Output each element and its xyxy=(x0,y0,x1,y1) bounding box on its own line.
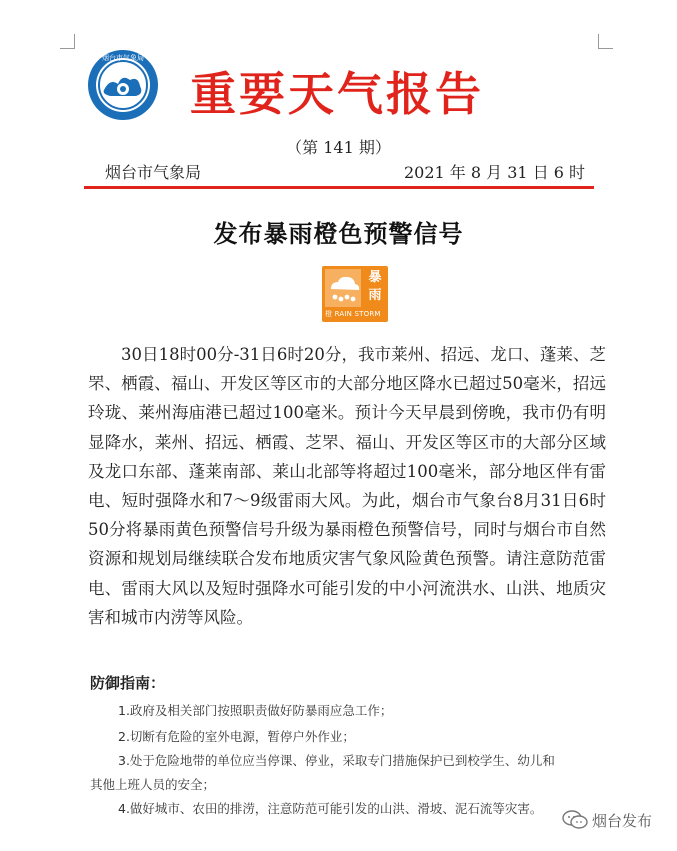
header-divider xyxy=(84,186,594,189)
cloud-rain-icon xyxy=(325,269,361,307)
watermark xyxy=(562,808,652,832)
report-title: 重要天气报告 xyxy=(190,67,484,121)
watermark-text: 烟台发布 xyxy=(592,811,653,830)
issue-date: 2021 年 8 月 31 日 6 时 xyxy=(404,163,586,182)
headline: 发布暴雨橙色预警信号 xyxy=(213,219,464,248)
page-corner-mark-right xyxy=(598,34,613,49)
defense-guide-title: 防御指南： xyxy=(90,674,166,692)
signal-char-2: 雨 xyxy=(368,288,382,303)
guide-item: 其他上班人员的安全； xyxy=(90,777,216,792)
issuing-bureau: 烟台市气象局 xyxy=(105,163,202,182)
warning-body-text: 30日18时00分-31日6时20分，我市莱州、招远、龙口、蓬莱、芝罘、栖霞、福山、开发区等区市的大部分地区降水已超过50毫米，招远玲珑、莱州海庙港已超过100毫米。预计今天早晨到傍晚，我市仍有明显降水，莱州、招远、栖霞、芝罘、福山、开发区等区市的大部分区域及龙口东部、蓬莱南部、莱山北部等将超过100毫米，部分地区伴有雷电、短时强降水和7～9级雷雨大风。为此，烟台市气象台8月31日6时50分将暴雨黄色预警信号升级为暴雨橙色预警信号，同时与烟台市自然资源和规划局继续联合发布地质灾害气象风险黄色预警。请注意防范雷电、雷雨大风以及短时强降水可能引发的中小河流洪水、山洪、地质灾害和城市内涝等风险。 xyxy=(88,345,606,627)
guide-item: 4.做好城市、农田的排涝，注意防范可能引发的山洪、滑坡、泥石流等灾害。 xyxy=(118,801,543,816)
meteorological-bureau-seal-icon xyxy=(86,48,160,122)
signal-label: 橙 RAIN STORM xyxy=(325,310,381,318)
wechat-icon xyxy=(562,810,588,830)
signal-char-1: 暴 xyxy=(368,270,382,285)
guide-item: 2.切断有危险的室外电源，暂停户外作业； xyxy=(118,729,355,744)
guide-item: 1.政府及相关部门按照职责做好防暴雨应急工作； xyxy=(118,703,393,718)
guide-item: 3.处于危险地带的单位应当停课、停业，采取专门措施保护已到校学生、幼儿和 xyxy=(118,753,555,768)
issue-number: （第 141 期） xyxy=(286,138,391,157)
logo-text: 烟台市气象局 xyxy=(102,54,144,62)
page-corner-mark-left xyxy=(60,34,75,49)
rainstorm-orange-warning-icon xyxy=(322,266,388,322)
